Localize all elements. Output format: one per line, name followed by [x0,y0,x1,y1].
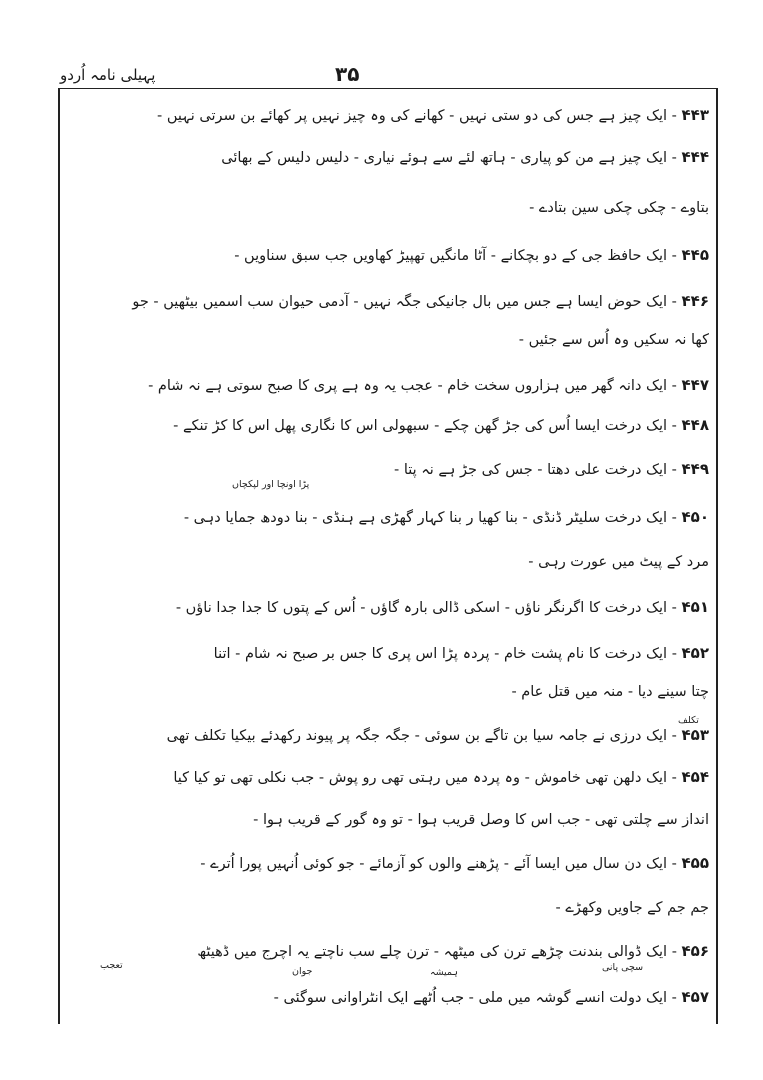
margin-note: جوان [292,966,313,977]
text-line: ۴۴۶ - ایک حوض ایسا ہے جس میں بال جانیکی جگہ نہیں - آدمی حیوان سب اسمیں بیٹھیں - جو [132,292,709,310]
text-line: چتا سینے دیا - منہ میں قتل عام - [511,684,709,700]
margin-note: تکلف [678,715,699,726]
text-line: ۴۴۵ - ایک حافظ جی کے دو بچکانے - آٹا مانگیں تھپیڑ کھاویں جب سبق سناویں - [234,246,709,264]
text-line: مرد کے پیٹ میں عورت رہی - [528,554,709,570]
margin-note: پڑا اونچا اور لپکچاں [232,479,310,490]
text-line: ۴۴۳ - ایک چیز ہے جس کی دو ستی نہیں - کھانے کی وہ چیز نہیں پر کھائے بن سرتی نہیں - [157,106,709,124]
margin-note: سچی پانی [602,962,644,973]
text-line: ۴۴۴ - ایک چیز ہے من کو پیاری - ہاتھ لئے سے ہوئے نیاری - دلیس دلیس کے بھائی [221,148,709,166]
text-line: ۴۴۷ - ایک دانہ گھر میں ہزاروں سخت خام - عجب یہ وہ ہے پری کا صبح سوتی ہے نہ شام - [148,376,709,394]
margin-note: تعجب [100,960,123,971]
text-line: بتاوے - چکی چکی سین بتادے - [529,200,709,216]
text-line: ۴۵۴ - ایک دلھن تھی خاموش - وہ پردہ میں رہتی تھی رو پوش - جب نکلی تھی تو کیا کیا [173,768,709,786]
page-number: ۳۵ [335,62,360,86]
margin-note: ہمیشہ [430,967,458,978]
text-line: ۴۵۷ - ایک دولت انسے گوشہ میں ملی - جب اُٹھے ایک انٹراوانی سوگئی - [273,988,709,1006]
text-line: جم جم کے جاویں وکھڑے - [555,900,709,916]
text-line: ۴۵۰ - ایک درخت سلیٹر ڈنڈی - بنا کھیا ر بنا کہار گھڑی ہے ہنڈی - بنا دودھ جمایا دہی - [183,508,709,526]
text-line: انداز سے چلتی تھی - جب اس کا وصل قریب ہوا - تو وہ گور کے قریب ہوا - [253,812,709,828]
text-line: ۴۵۲ - ایک درخت کا نام پشت خام - پردہ پڑا اس پری کا جس بر صبح نہ شام - اتنا [213,644,709,662]
text-line: ۴۵۶ - ایک ڈوالی بندنت چڑھے ترن کی میٹھہ - ترن چلے سب ناچتے یہ اچرج میں ڈھیٹھ [197,942,709,960]
book-title: پہیلی نامہ اُردو [60,66,156,84]
text-line: ۴۵۳ - ایک درزی نے جامہ سیا بن تاگے بن سوئی - جگہ جگہ پر پیوند رکھدئے بیکیا تکلف تھی [166,726,709,744]
text-line: ۴۵۱ - ایک درخت کا اگرنگر ناؤں - اسکی ڈالی بارہ گاؤں - اُس کے پتوں کا جدا جدا ناؤں - [175,598,709,616]
text-line: کھا نہ سکیں وہ اُس سے جئیں - [518,332,709,348]
text-line: ۴۵۵ - ایک دن سال میں ایسا آئے - پڑھنے والوں کو آزمائے - جو کوئی اُنہیں پورا اُترے - [200,854,709,872]
text-line: ۴۴۸ - ایک درخت ایسا اُس کی جڑ گھن چکے - سبھولی اس کا نگاری پھل اس کا کڑ تنکے - [173,416,709,434]
text-line: ۴۴۹ - ایک درخت علی دھتا - جس کی جڑ ہے نہ پتا - [394,460,709,478]
